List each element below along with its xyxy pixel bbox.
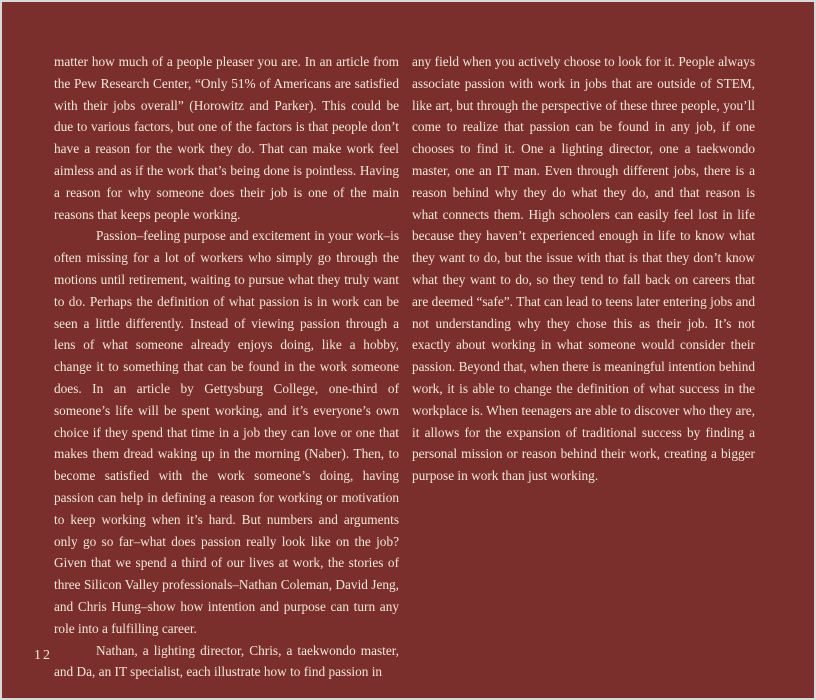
left-column xyxy=(54,51,399,683)
paragraph-left-2: Passion–feeling purpose and excitement in your work–is often missing for a lot of workers who simply go through the motions until retirement, waiting to pursue what they truly want to do. Perhaps the definition of what passion is in work can be seen a little differently. Instead of viewing passion through a lens of what someone already enjoys doing, like a hobby, change it to something that can be found in the work someone does. In an article by Gettysburg College, one-third of someone’s life will be spent working, and it’s everyone’s own choice if they spend that time in a job they can love or one that makes them dread waking up in the morning (Naber). Then, to become satisfied with the work someone’s doing, having passion can help in defining a reason for working or motivation to keep working when it’s hard. But numbers and arguments only go so far–what does passion really look like on the job? Given that we spend a third of our lives at work, the stories of three Silicon Valley professionals–Nathan Coleman, David Jeng, and Chris Hung–show how intention and purpose can turn any role into a fulfilling career. xyxy=(54,228,399,636)
paragraph-left-1: matter how much of a people pleaser you are. In an article from the Pew Research Center, “Only 51% of Americans are satisfied with their jobs overall” (Horowitz and Parker). This could be due to various factors, but one of the factors is that people don’t have a reason for the work they do. That can make work feel aimless and as if the work that’s being done is pointless. Having a reason for why someone does their job is one of the main reasons that keeps people working. xyxy=(54,54,399,222)
right-column xyxy=(412,51,755,487)
paragraph-left-3: Nathan, a lighting director, Chris, a taekwondo master, and Da, an IT specialist, each illustrate how to find passion in xyxy=(54,642,399,680)
page-number: 12 xyxy=(34,648,52,663)
paragraph-right-1: any field when you actively choose to look for it. People always associate passion with work in jobs that are outside of STEM, like art, but through the perspective of these three people, you’ll come to realize that passion can be found in any job, if one chooses to find it. One a lighting director, one a taekwondo master, one an IT man. Even through different jobs, there is a reason behind why they do what they do, and that reason is what connects them. High schoolers can easily feel lost in life because they haven’t experienced enough in life to know what they want to do, but the issue with that is that they don’t know what they want to do, so they tend to fall back on careers that are deemed “safe”. That can lead to teens later entering jobs and not understanding why they chose this as their job. It’s not exactly about working in what someone would consider their passion. Beyond that, when there is meaningful intention behind work, it is able to change the definition of what success in the workplace is. When teenagers are able to discover who they are, it allows for the expansion of traditional success by finding a personal mission or reason behind their work, creating a bigger purpose in work than just working. xyxy=(412,54,755,484)
